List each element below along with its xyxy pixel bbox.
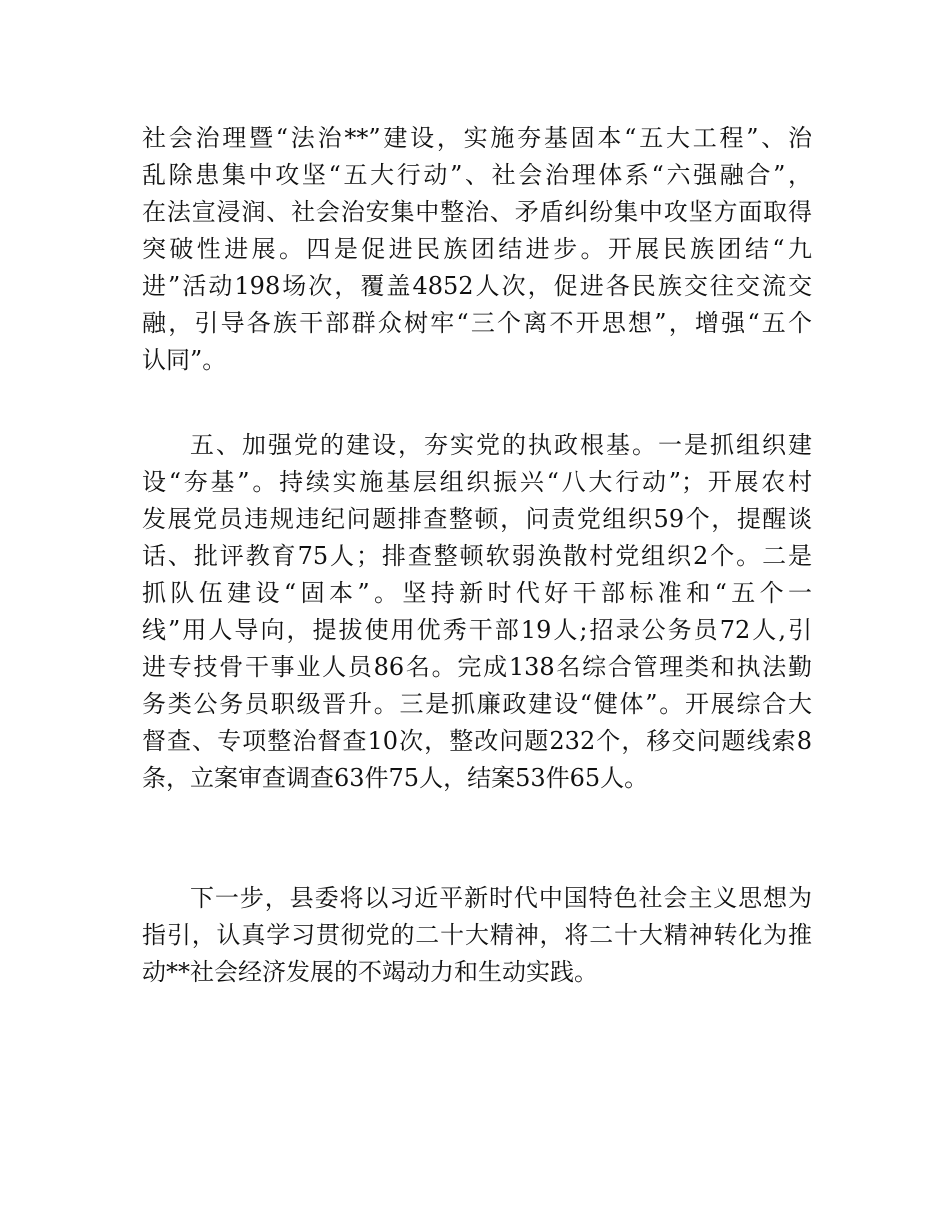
text-line: 动**社会经济发展的不竭动力和生动实践。: [142, 958, 598, 986]
text-line: 督查、专项整治督查10次，整改问题232个，移交问题线索8: [142, 727, 812, 755]
text-line: 下一步，县委将以习近平新时代中国特色社会主义思想为: [190, 884, 812, 912]
text-line: 五、加强党的建设，夯实党的执政根基。一是抓组织建: [190, 431, 812, 459]
text-line: 条，立案审查调查63件75人，结案53件65人。: [142, 764, 649, 792]
text-line: 话、批评教育75人；排查整顿软弱涣散村党组织2个。二是: [142, 542, 812, 570]
text-line: 乱除患集中攻坚“五大行动”、社会治理体系“六强融合”，: [142, 161, 812, 189]
text-line: 务类公务员职级晋升。三是抓廉政建设“健体”。开展综合大: [142, 690, 812, 718]
text-line: 认同”。: [142, 346, 227, 374]
text-line: 发展党员违规违纪问题排查整顿，问责党组织59个，提醒谈: [142, 505, 812, 533]
text-line: 进”活动198场次，覆盖4852人次，促进各民族交往交流交: [142, 272, 812, 300]
text-line: 进专技骨干事业人员86名。完成138名综合管理类和执法勤: [142, 653, 812, 681]
paragraph-next-steps: [142, 880, 812, 991]
paragraph-party-building: [142, 427, 812, 797]
text-line: 在法宣浸润、社会治安集中整治、矛盾纠纷集中攻坚方面取得: [142, 198, 812, 226]
paragraph-social-governance: [142, 120, 812, 379]
text-line: 线”用人导向，提拔使用优秀干部19人;招录公务员72人,引: [142, 616, 812, 644]
text-line: 抓队伍建设“固本”。坚持新时代好干部标准和“五个一: [142, 579, 812, 607]
text-line: 设“夯基”。持续实施基层组织振兴“八大行动”；开展农村: [142, 468, 812, 496]
text-line: 突破性进展。四是促进民族团结进步。开展民族团结“九: [142, 235, 812, 263]
text-line: 指引，认真学习贯彻党的二十大精神，将二十大精神转化为推: [142, 921, 812, 949]
text-line: 社会治理暨“法治**”建设，实施夯基固本“五大工程”、治: [142, 124, 812, 152]
text-line: 融，引导各族干部群众树牢“三个离不开思想”，增强“五个: [142, 309, 812, 337]
